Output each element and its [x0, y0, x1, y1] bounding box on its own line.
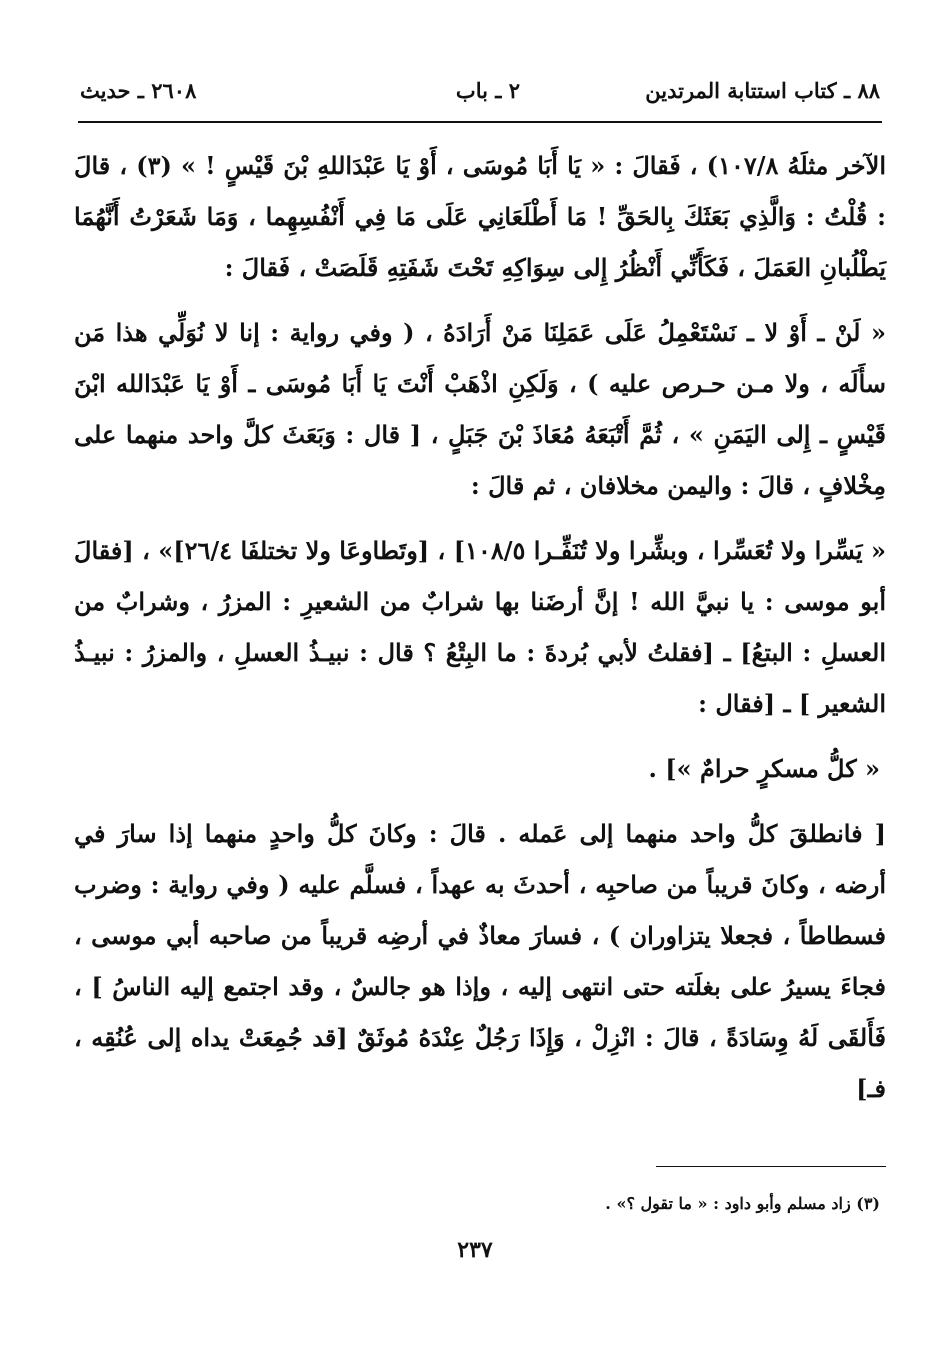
paragraph: « يَسِّرا ولا تُعَسِّرا ، وبشِّرا ولا تُنَفِّـرا ١٠٨/٥] ، [وتَطاوعَا ولا تختلفَا ٢٦/٤]» ، [فقالَ أبو موسى : يا نبيَّ الله ! إنَّ أرضَنا بها شرابٌ من الشعيرِ : المزرُ ، وشرابٌ من العسلِ : البتعُ] ـ [فقلتُ لأبي بُردةَ : ما البِتْعُ ؟ قال : نبيـذُ العسلِ ، والمزرُ : نبيـذُ الشعير ] ـ [فقال : — [74, 536, 886, 718]
main-text — [74, 140, 886, 1128]
header-chapter: ٢ ـ باب — [455, 78, 520, 103]
paragraph: [ فانطلقَ كلُّ واحد منهما إلى عَمله . قالَ : وكانَ كلُّ واحدٍ منهما إذا سارَ في أرضه ، وكانَ قريباً من صاحبِه ، أحدثَ به عهداً ، فسلَّم عليه ( وفي رواية : وضرب فسطاطاً ، فجعلا يتزاوران ) ، فسارَ معاذٌ في أرضِه قريباً من صاحبه أبي موسى ، فجاءَ يسيرُ على بغلَته حتى انتهى إليه ، وإذا هو جالسٌ ، وقد اجتمع إليه الناسُ ] ، فَأَلقَى لَهُ وِسَادَةً ، قالَ : انْزِلْ ، وَإِذَا رَجُلٌ عِنْدَهُ مُوثَقٌ [قد جُمِعَتْ يداه إلى عُنُقِه ، فـ] — [74, 819, 886, 1103]
footnote-divider — [656, 1166, 886, 1167]
header-hadith-number: ٢٦٠٨ ـ حديث — [80, 78, 197, 103]
header-book-title: ٨٨ ـ كتاب استتابة المرتدين — [645, 78, 880, 103]
header-divider — [78, 121, 882, 123]
running-header — [80, 78, 880, 114]
page-number: ٢٣٧ — [457, 1237, 493, 1263]
paragraph: « لَنْ ـ أَوْ لا ـ نَسْتَعْمِلُ عَلَى عَمَلِنَا مَنْ أَرَادَهُ ، ( وفي رواية : إنا لا نُوَلِّي هذا مَن سأَلَه ، ولا مـن حـرص عليه ) ، وَلَكِنِ اذْهَبْ أَنْتَ يَا أَبَا مُوسَى ـ أَوْ يَا عَبْدَالله ابْنَ قَيْسٍ ـ إِلى اليَمَنِ » ، ثُمَّ أَتْبَعَهُ مُعَاذَ بْنَ جَبَلٍ ، [ قال : وَبَعَثَ كلَّ واحد منهما على مِخْلافٍ ، قالَ : واليمن مخلافان ، ثم قالَ : — [74, 318, 886, 500]
paragraph: الآخر مثلَهُ ١٠٧/٨) ، فَقالَ : « يَا أَبَا مُوسَى ، أَوْ يَا عَبْدَاللهِ بْنَ قَيْسٍ ! » (٣) ، قالَ : قُلْتُ : وَالَّذِي بَعَثَكَ بِالحَقِّ ! مَا أَطْلَعَانِي عَلَى مَا فِي أَنْفُسِهِما ، وَمَا شَعَرْتُ أَنَّهُمَا يَطْلُبانِ العَمَلَ ، فَكَأَنِّي أَنْظُرُ إِلى سِوَاكِهِ تَحْتَ شَفَتِهِ قَلَصَتْ ، فَقالَ : — [74, 151, 886, 282]
paragraph: « كلُّ مسكرٍ حرامٌ »] . — [648, 754, 880, 783]
footnote: (٣) زاد مسلم وأبو داود : « ما تقول ؟» . — [605, 1194, 880, 1213]
